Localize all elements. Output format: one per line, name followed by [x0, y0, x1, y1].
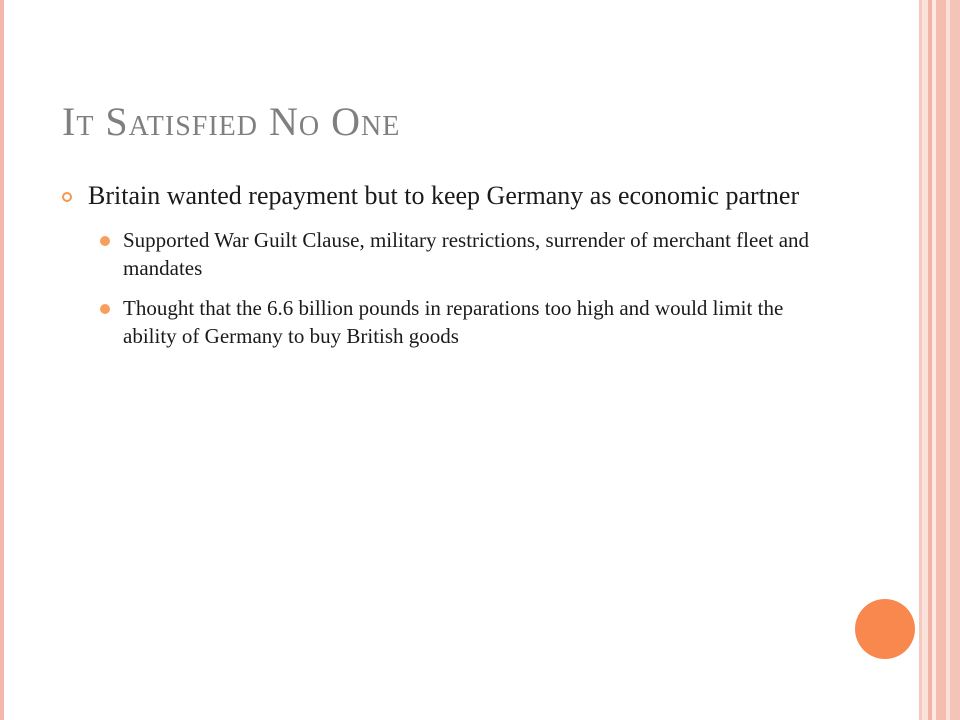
main-bullet: [62, 178, 822, 214]
right-stripe: [950, 0, 960, 720]
dot-bullet-icon: [100, 304, 110, 314]
right-stripe: [936, 0, 946, 720]
sub-bullet-text: Supported War Guilt Clause, military restrictions, surrender of merchant fleet and mandates: [123, 228, 810, 280]
sub-bullet-item: [62, 294, 822, 350]
orange-circle-decoration: [855, 599, 915, 659]
dot-bullet-icon: [100, 236, 110, 246]
main-bullet-text: Britain wanted repayment but to keep Germany as economic partner: [88, 181, 800, 210]
left-border: [0, 0, 4, 720]
sub-bullet-text: Thought that the 6.6 billion pounds in reparations too high and would limit the ability of Germany to buy British goods: [123, 296, 784, 348]
slide-title: It Satisfied No One: [62, 99, 401, 144]
slide-body: [62, 178, 822, 362]
sub-bullet-item: [62, 226, 822, 282]
ring-bullet-icon: [62, 192, 72, 202]
sub-bullet-list: [62, 226, 822, 350]
